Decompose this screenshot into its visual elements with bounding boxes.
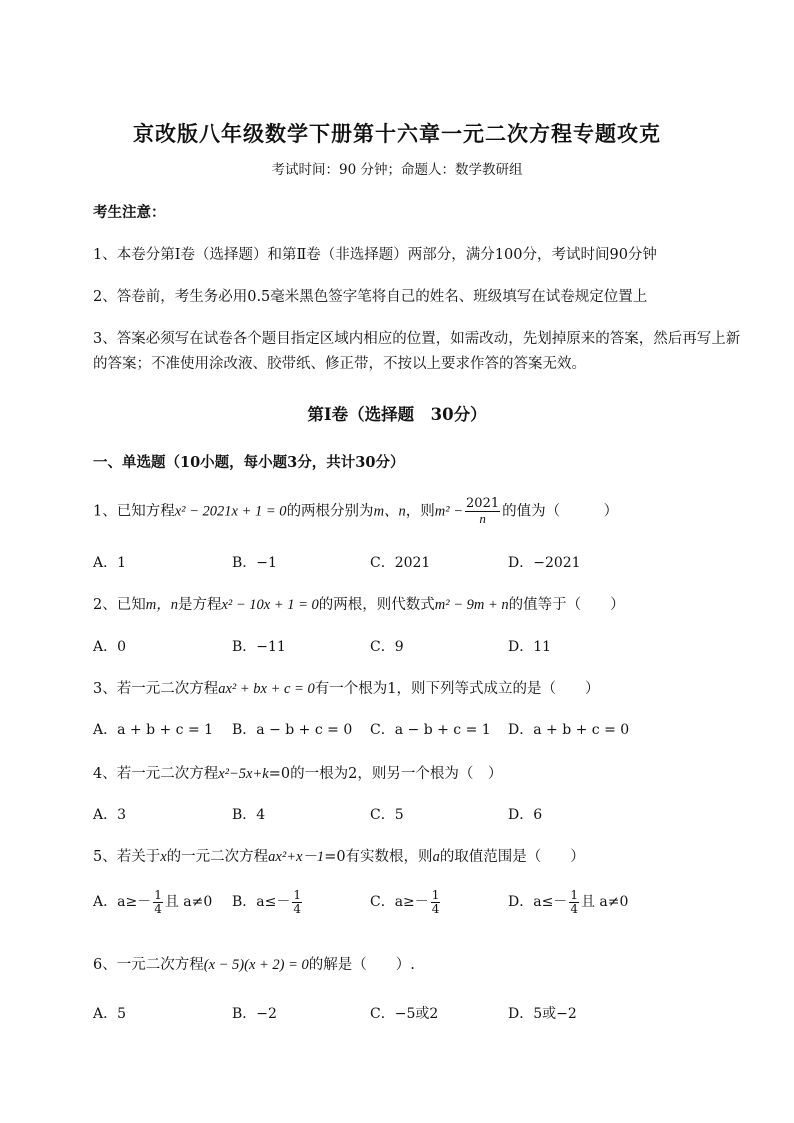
variable: a <box>432 849 440 865</box>
option-a[interactable] <box>93 889 212 915</box>
option-d[interactable]: D．11 <box>508 639 552 655</box>
option-d[interactable]: D．6 <box>508 807 543 823</box>
fraction <box>431 889 441 915</box>
question-text: 的解是（ ）. <box>308 957 415 973</box>
fraction-denominator: 4 <box>293 901 302 916</box>
question-text: 3、若一元二次方程 <box>93 681 219 697</box>
fraction-numerator: 1 <box>293 888 302 902</box>
option-c[interactable]: C．2021 <box>370 555 431 571</box>
expression: m² − <box>434 503 464 520</box>
question-text: 的取值范围是（ ） <box>439 849 585 865</box>
equation: ax²+x－1 <box>268 849 325 865</box>
fraction-denominator: 4 <box>154 901 162 916</box>
equation: x²−5x+k <box>218 766 269 782</box>
variables: m，n <box>145 597 178 613</box>
notice-item: 1、本卷分第I卷（选择题）和第Ⅱ卷（非选择题）两部分，满分100分，考试时间90分钟 <box>93 247 657 263</box>
page-title: 京改版八年级数学下册第十六章一元二次方程专题攻克 <box>133 121 661 146</box>
question-6 <box>93 953 415 974</box>
question-text: 的一元二次方程 <box>166 849 269 865</box>
option-d[interactable] <box>508 889 628 915</box>
option-a[interactable]: A．3 <box>93 807 127 823</box>
fraction-numerator: 2021 <box>466 496 500 511</box>
fraction-denominator: 4 <box>570 901 578 916</box>
question-text: 的两根分别为 <box>286 503 374 520</box>
question-text: 2、已知 <box>93 597 146 613</box>
option-c[interactable]: C．9 <box>370 639 404 655</box>
notice-item: 3、答案必须写在试卷各个题目指定区域内相应的位置，如需改动，先划掉原来的答案，然后再写上新 <box>93 331 741 347</box>
question-text: 的值等于（ ） <box>508 597 625 613</box>
notice-item: 2、答卷前，考生务必用0.5毫米黑色签字笔将自己的姓名、班级填写在试卷规定位置上 <box>93 289 648 305</box>
option-a[interactable]: A．0 <box>93 639 127 655</box>
question-1 <box>93 497 618 526</box>
question-3 <box>93 677 599 698</box>
equation: (x − 5)(x + 2) = 0 <box>203 957 309 973</box>
fraction <box>569 889 579 915</box>
expression: m² − 9m + n <box>434 597 509 613</box>
option-b[interactable]: B．−11 <box>232 639 286 655</box>
equation: x² − 2021x + 1 = 0 <box>174 503 287 520</box>
question-2 <box>93 593 625 614</box>
option-text: B．a≤－ <box>232 894 291 911</box>
option-text: C．a≥－ <box>370 894 429 911</box>
option-d[interactable]: D．5或−2 <box>508 1006 577 1022</box>
option-b[interactable]: B．4 <box>232 807 266 823</box>
option-c[interactable]: C．a − b + c = 1 <box>370 722 491 738</box>
notice-item: 的答案；不准使用涂改液、胶带纸、修正带，不按以上要求作答的答案无效。 <box>93 356 586 372</box>
option-a[interactable]: A．5 <box>93 1006 127 1022</box>
option-text: 且 a≠0 <box>164 894 213 911</box>
option-text: 且 a≠0 <box>580 894 629 911</box>
mc-heading: 一、单选题（10小题，每小题3分，共计30分） <box>93 454 405 471</box>
fraction-denominator: n <box>479 510 486 526</box>
option-text: A．a≥－ <box>93 894 152 911</box>
exam-info: 考试时间：90 分钟；命题人：数学教研组 <box>271 162 523 178</box>
fraction-numerator: 1 <box>154 888 162 902</box>
question-5 <box>93 845 585 866</box>
option-text: D．a≤－ <box>508 894 568 911</box>
option-c[interactable] <box>370 889 442 915</box>
question-4 <box>93 762 502 783</box>
fraction-numerator: 1 <box>431 888 440 902</box>
notice-heading: 考生注意： <box>93 204 166 221</box>
question-text: 的值为（ ） <box>502 503 619 520</box>
question-text: 5、若关于 <box>93 849 161 865</box>
variable: x <box>160 849 167 865</box>
question-text: 6、一元二次方程 <box>93 957 204 973</box>
option-b[interactable]: B．−2 <box>232 1006 277 1022</box>
section-title: 第Ⅰ卷（选择题 30分） <box>307 405 487 424</box>
variables: m、n <box>373 503 406 520</box>
option-c[interactable]: C．−5或2 <box>370 1006 439 1022</box>
fraction <box>465 497 500 526</box>
equation: x² − 10x + 1 = 0 <box>221 597 319 613</box>
question-text: 有一个根为1，则下列等式成立的是（ ） <box>314 681 600 697</box>
question-text: 是方程 <box>177 597 222 613</box>
option-b[interactable]: B．a − b + c = 0 <box>232 722 353 738</box>
option-a[interactable]: A．a + b + c = 1 <box>93 722 214 738</box>
fraction-denominator: 4 <box>431 901 440 916</box>
option-c[interactable]: C．5 <box>370 807 404 823</box>
question-text: =0的一根为2，则另一个根为（ ） <box>268 766 503 782</box>
option-d[interactable]: D．a + b + c = 0 <box>508 722 630 738</box>
fraction-numerator: 1 <box>570 888 578 902</box>
fraction <box>153 889 163 915</box>
option-b[interactable] <box>232 889 304 915</box>
question-text: 1、已知方程 <box>93 503 175 520</box>
fraction <box>292 889 302 915</box>
question-text: ，则 <box>405 503 435 520</box>
question-text: 的两根，则代数式 <box>318 597 435 613</box>
equation: ax² + bx + c = 0 <box>218 681 315 697</box>
option-d[interactable]: D．−2021 <box>508 555 581 571</box>
question-text: 4、若一元二次方程 <box>93 766 219 782</box>
question-text: =0有实数根，则 <box>324 849 433 865</box>
option-b[interactable]: B．−1 <box>232 555 277 571</box>
option-a[interactable]: A．1 <box>93 555 127 571</box>
